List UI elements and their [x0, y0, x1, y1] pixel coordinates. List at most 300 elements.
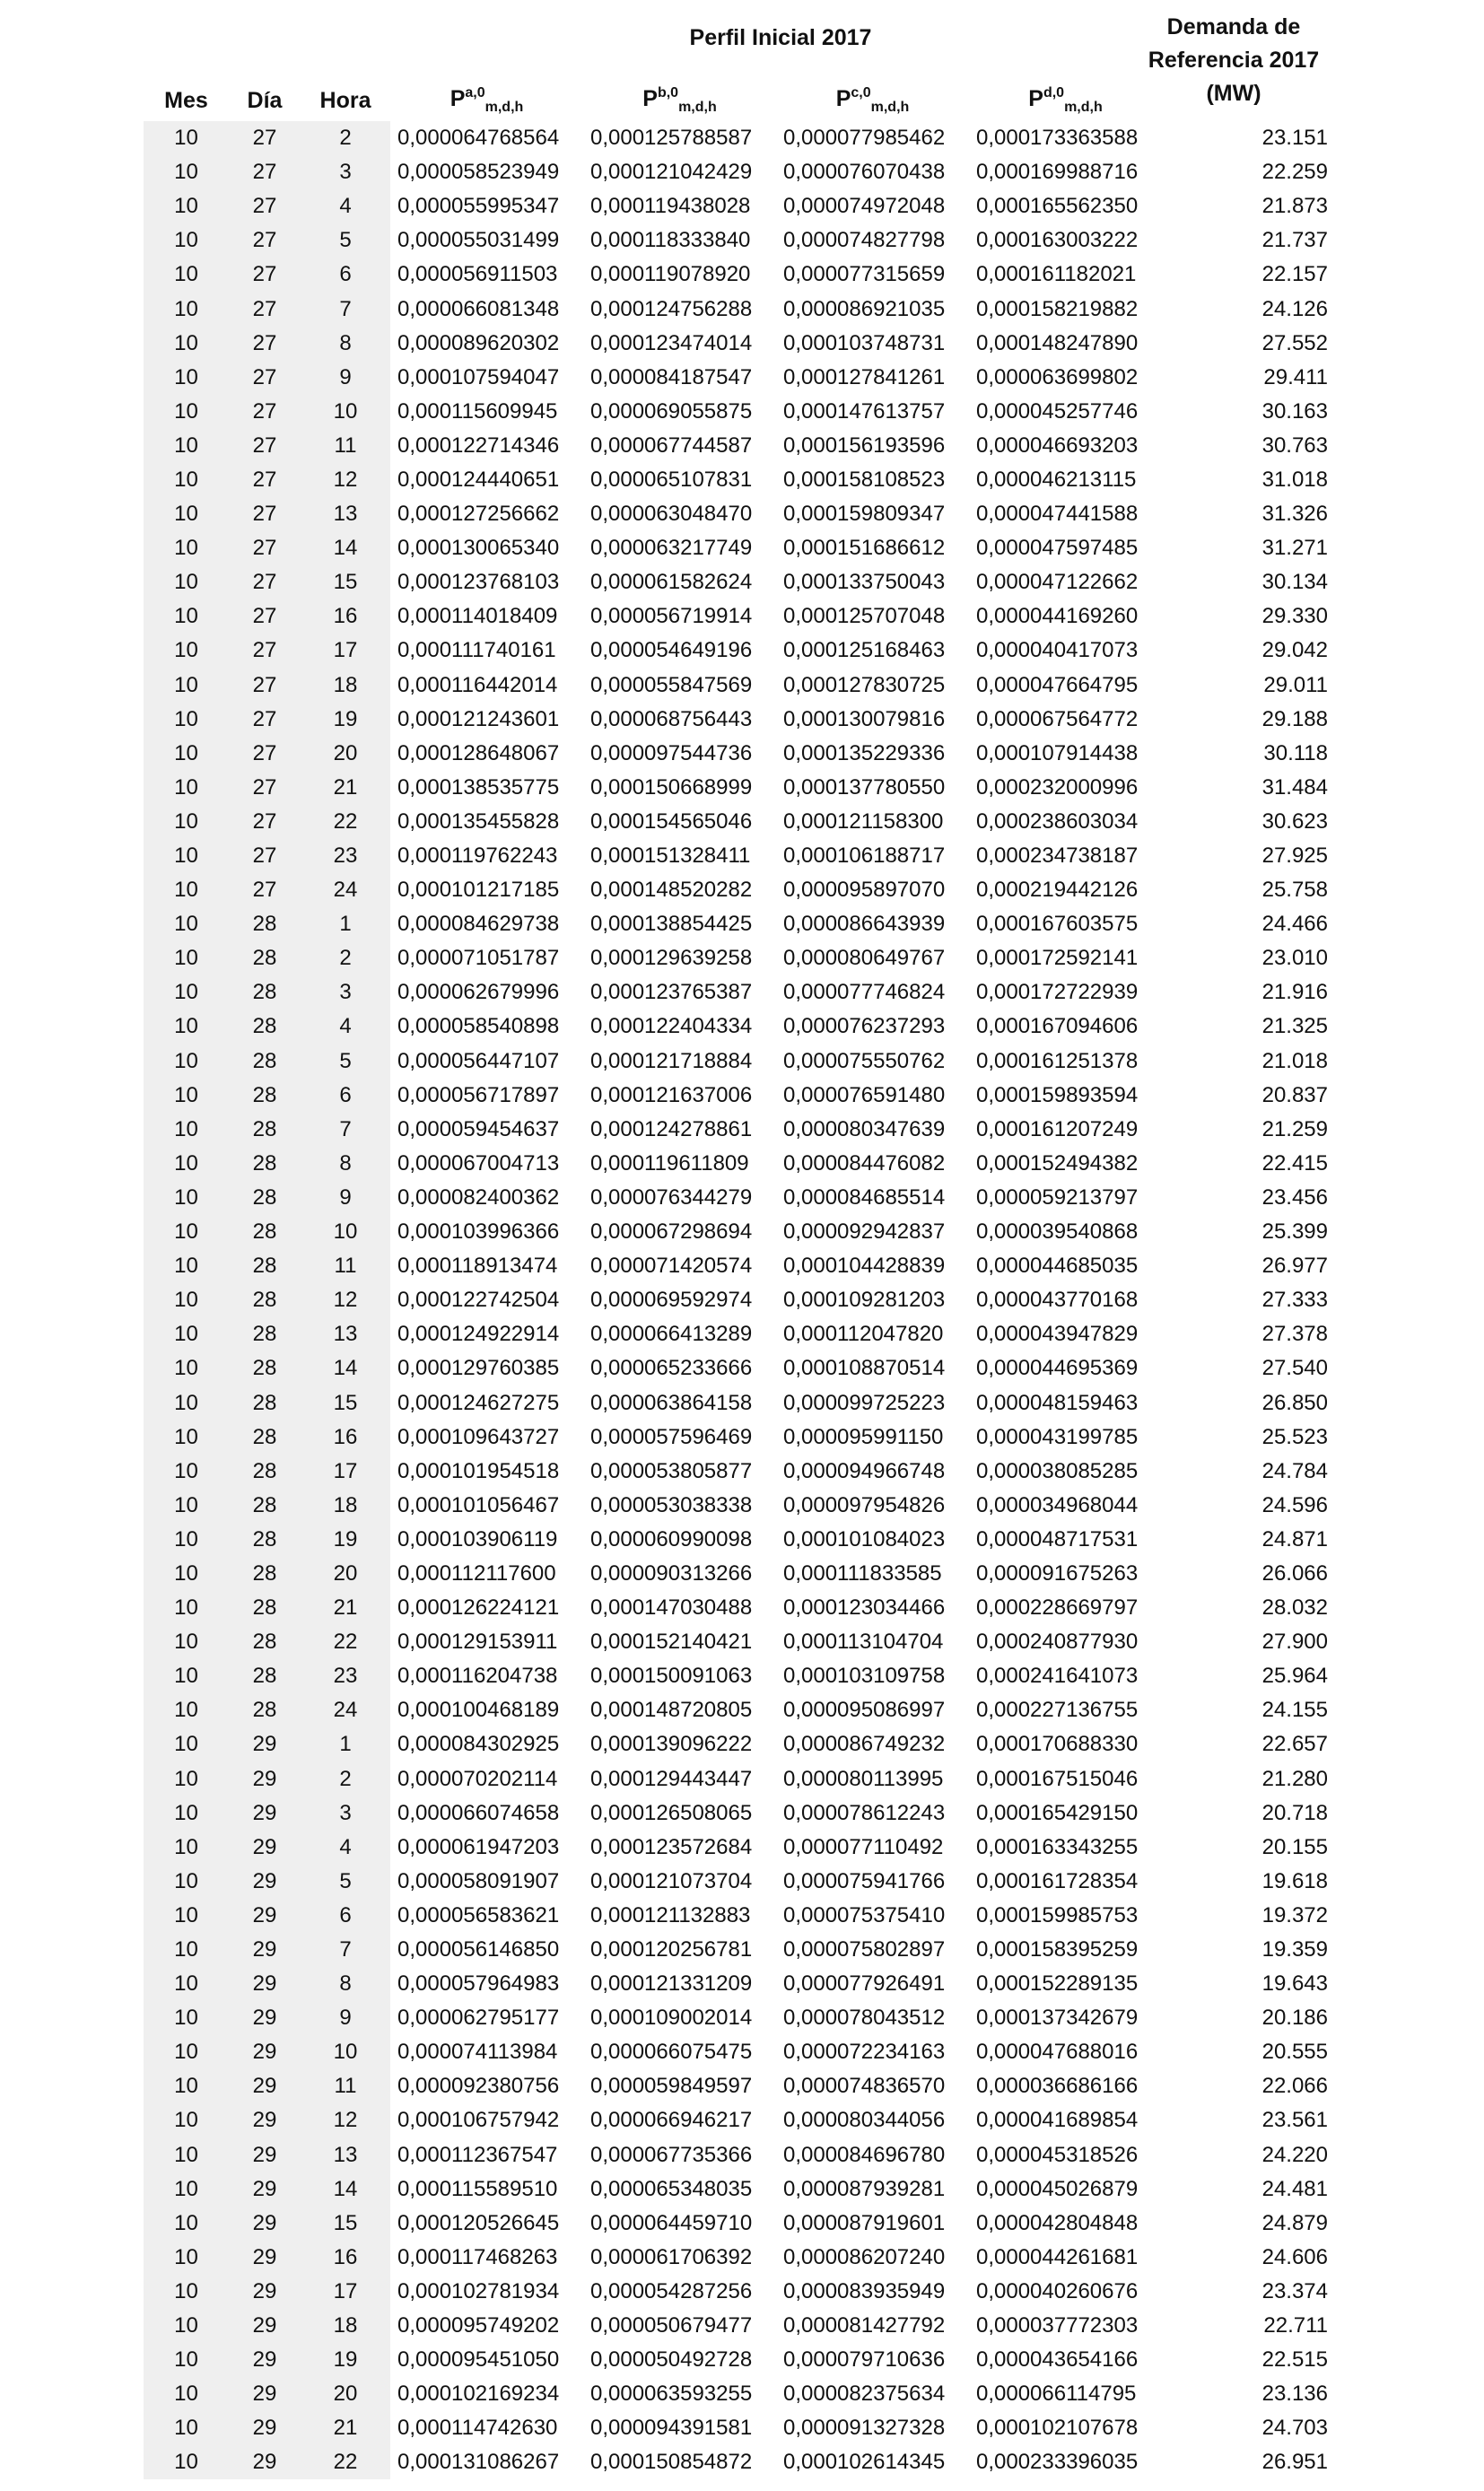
cell-hora: 10 [301, 1215, 390, 1249]
cell-pb: 0,000129639258 [590, 946, 753, 971]
cell-pb: 0,000121132883 [590, 1902, 751, 1927]
cell-hora: 18 [301, 2309, 390, 2343]
cell-demand: 22.066 [1261, 2074, 1328, 2099]
cell-dia: 27 [229, 429, 301, 463]
cell-pc: 0,000095897070 [783, 878, 946, 903]
cell-dia: 29 [229, 2207, 301, 2241]
table-row [144, 1933, 1337, 1967]
table-row [144, 2207, 1337, 2241]
spreadsheet [144, 0, 1346, 2479]
cell-mes: 10 [144, 1796, 229, 1831]
cell-pb: 0,000124278861 [590, 1116, 753, 1141]
table-row [144, 1659, 1337, 1693]
cell-pd: 0,000228669797 [976, 1595, 1139, 1621]
table-row [144, 189, 1337, 223]
cell-pd: 0,000158395259 [976, 1937, 1139, 1962]
cell-demand: 21.873 [1261, 194, 1328, 219]
cell-pb: 0,000138854425 [590, 912, 753, 937]
cell-dia: 28 [229, 1044, 301, 1079]
cell-pc: 0,000078612243 [783, 1800, 946, 1825]
cell-pd: 0,000161728354 [976, 1868, 1139, 1893]
cell-pa: 0,000127256662 [397, 502, 560, 527]
cell-pb: 0,000124756288 [590, 296, 753, 321]
cell-demand: 23.374 [1261, 2278, 1328, 2303]
cell-dia: 29 [229, 1933, 301, 1967]
profile-title: Perfil Inicial 2017 [689, 25, 872, 50]
cell-demand: 24.126 [1261, 296, 1328, 321]
cell-pa: 0,000116204738 [397, 1664, 558, 1689]
cell-pd: 0,000067564772 [976, 706, 1139, 731]
cell-pa: 0,000067004713 [397, 1150, 560, 1176]
cell-hora: 17 [301, 2275, 390, 2309]
table-row [144, 1727, 1337, 1761]
cell-pa: 0,000117468263 [397, 2244, 558, 2269]
cell-pb: 0,000053805877 [590, 1458, 753, 1483]
table-row [144, 2001, 1337, 2035]
cell-pd: 0,000232000996 [976, 774, 1139, 800]
cell-pd: 0,000045026879 [976, 2176, 1139, 2201]
col-header-hora: Hora [319, 88, 371, 113]
cell-pa: 0,000056146850 [397, 1937, 560, 1962]
cell-hora: 15 [301, 565, 390, 599]
table-row [144, 599, 1337, 634]
cell-dia: 27 [229, 223, 301, 258]
cell-pc: 0,000077110492 [783, 1834, 944, 1859]
cell-demand: 24.879 [1261, 2210, 1328, 2235]
cell-dia: 27 [229, 361, 301, 395]
cell-pb: 0,000119438028 [590, 194, 751, 219]
table-row [144, 121, 1337, 155]
table-row [144, 1899, 1337, 1933]
cell-pc: 0,000077926491 [783, 1971, 946, 1997]
cell-pc: 0,000109281203 [783, 1288, 946, 1313]
cell-pc: 0,000080344056 [783, 2108, 946, 2133]
cell-demand: 29.042 [1261, 638, 1328, 663]
cell-pd: 0,000048717531 [976, 1526, 1139, 1551]
cell-hora: 3 [301, 1796, 390, 1831]
cell-pc: 0,000147613757 [783, 398, 946, 424]
cell-pc: 0,000156193596 [783, 433, 946, 458]
cell-demand: 24.155 [1261, 1698, 1328, 1723]
cell-pc: 0,000087939281 [783, 2176, 946, 2201]
cell-pd: 0,000043947829 [976, 1322, 1139, 1347]
table-row [144, 429, 1337, 463]
cell-demand: 21.325 [1261, 1014, 1328, 1039]
cell-hora: 7 [301, 292, 390, 326]
cell-dia: 29 [229, 2309, 301, 2343]
table-row [144, 1079, 1337, 1113]
cell-pc: 0,000076070438 [783, 160, 946, 185]
cell-demand: 21.259 [1261, 1116, 1328, 1141]
cell-pc: 0,000151686612 [783, 536, 946, 561]
cell-mes: 10 [144, 839, 229, 873]
cell-pb: 0,000067298694 [590, 1219, 753, 1245]
cell-hora: 14 [301, 2172, 390, 2207]
table-row [144, 1113, 1337, 1147]
cell-hora: 12 [301, 2103, 390, 2137]
cell-mes: 10 [144, 2445, 229, 2479]
cell-hora: 21 [301, 2411, 390, 2445]
cell-pa: 0,000066081348 [397, 296, 560, 321]
cell-mes: 10 [144, 2138, 229, 2172]
cell-pd: 0,000045318526 [976, 2142, 1139, 2167]
cell-hora: 7 [301, 1113, 390, 1147]
cell-demand: 24.481 [1261, 2176, 1328, 2201]
cell-pa: 0,000095749202 [397, 2313, 560, 2338]
cell-pd: 0,000173363588 [976, 126, 1139, 151]
cell-pd: 0,000163343255 [976, 1834, 1139, 1859]
cell-mes: 10 [144, 805, 229, 839]
cell-pd: 0,000046693203 [976, 433, 1139, 458]
cell-mes: 10 [144, 1933, 229, 1967]
table-row [144, 2275, 1337, 2309]
cell-pc: 0,000092942837 [783, 1219, 946, 1245]
cell-mes: 10 [144, 1693, 229, 1727]
cell-demand: 25.523 [1261, 1424, 1328, 1449]
cell-pb: 0,000125788587 [590, 126, 753, 151]
cell-pc: 0,000133750043 [783, 570, 946, 595]
cell-mes: 10 [144, 2103, 229, 2137]
cell-hora: 14 [301, 531, 390, 565]
cell-pa: 0,000102169234 [397, 2382, 560, 2407]
cell-pa: 0,000126224121 [397, 1595, 560, 1621]
table-row [144, 1625, 1337, 1659]
cell-pd: 0,000152289135 [976, 1971, 1139, 1997]
cell-hora: 4 [301, 1010, 390, 1044]
cell-mes: 10 [144, 873, 229, 907]
cell-hora: 12 [301, 463, 390, 497]
cell-pb: 0,000065233666 [590, 1356, 753, 1381]
table-row [144, 258, 1337, 292]
cell-mes: 10 [144, 155, 229, 189]
table-row [144, 1455, 1337, 1489]
cell-dia: 27 [229, 189, 301, 223]
cell-pc: 0,000072234163 [783, 2040, 946, 2065]
cell-pa: 0,000084302925 [397, 1732, 560, 1757]
cell-pa: 0,000059454637 [397, 1116, 560, 1141]
col-header-pb: P$^{b,0}_{m,d,h}$ [642, 85, 717, 115]
cell-pd: 0,000043199785 [976, 1424, 1139, 1449]
cell-dia: 29 [229, 2001, 301, 2035]
cell-pb: 0,000147030488 [590, 1595, 753, 1621]
cell-demand: 24.606 [1261, 2244, 1328, 2269]
cell-hora: 21 [301, 1591, 390, 1625]
cell-pd: 0,000238603034 [976, 808, 1139, 834]
cell-mes: 10 [144, 2411, 229, 2445]
cell-pa: 0,000071051787 [397, 946, 560, 971]
cell-pd: 0,000043770168 [976, 1288, 1139, 1313]
cell-pa: 0,000129760385 [397, 1356, 560, 1381]
cell-dia: 27 [229, 121, 301, 155]
cell-pc: 0,000113104704 [783, 1630, 944, 1655]
cell-pb: 0,000053038338 [590, 1492, 753, 1517]
table-row [144, 327, 1337, 361]
cell-mes: 10 [144, 395, 229, 429]
cell-pc: 0,000084476082 [783, 1150, 946, 1176]
cell-hora: 3 [301, 975, 390, 1010]
cell-pa: 0,000103996366 [397, 1219, 560, 1245]
cell-pc: 0,000086749232 [783, 1732, 946, 1757]
cell-dia: 29 [229, 2172, 301, 2207]
cell-dia: 29 [229, 1967, 301, 2001]
cell-demand: 30.623 [1261, 808, 1328, 834]
cell-pc: 0,000075802897 [783, 1937, 946, 1962]
cell-pd: 0,000040260676 [976, 2278, 1139, 2303]
cell-hora: 19 [301, 1523, 390, 1557]
cell-hora: 21 [301, 771, 390, 805]
cell-pb: 0,000066946217 [590, 2108, 753, 2133]
cell-dia: 28 [229, 1010, 301, 1044]
cell-dia: 28 [229, 1557, 301, 1591]
cell-hora: 8 [301, 1967, 390, 2001]
cell-dia: 28 [229, 1385, 301, 1420]
table-row [144, 463, 1337, 497]
cell-pc: 0,000101084023 [783, 1526, 946, 1551]
data-table [144, 121, 1337, 2479]
cell-pc: 0,000076237293 [783, 1014, 946, 1039]
cell-mes: 10 [144, 599, 229, 634]
cell-mes: 10 [144, 1283, 229, 1317]
cell-pb: 0,000055847569 [590, 672, 753, 697]
cell-pc: 0,000108870514 [783, 1356, 946, 1381]
cell-demand: 29.411 [1263, 364, 1328, 389]
cell-mes: 10 [144, 1010, 229, 1044]
table-row [144, 634, 1337, 668]
cell-pa: 0,000130065340 [397, 536, 560, 561]
cell-demand: 24.466 [1261, 912, 1328, 937]
cell-dia: 27 [229, 771, 301, 805]
cell-hora: 16 [301, 599, 390, 634]
cell-hora: 20 [301, 737, 390, 771]
cell-hora: 7 [301, 1933, 390, 1967]
cell-pc: 0,000074827798 [783, 228, 946, 253]
table-row [144, 1796, 1337, 1831]
table-row [144, 1762, 1337, 1796]
cell-pc: 0,000087919601 [783, 2210, 946, 2235]
cell-pa: 0,000058540898 [397, 1014, 560, 1039]
cell-pd: 0,000045257746 [976, 398, 1139, 424]
cell-dia: 29 [229, 1762, 301, 1796]
cell-dia: 29 [229, 2035, 301, 2069]
cell-dia: 29 [229, 2138, 301, 2172]
table-row [144, 1317, 1337, 1351]
table-row [144, 2172, 1337, 2207]
cell-dia: 28 [229, 907, 301, 941]
cell-pc: 0,000079710636 [783, 2347, 946, 2373]
cell-demand: 19.643 [1261, 1971, 1328, 1997]
cell-pc: 0,000075550762 [783, 1048, 946, 1073]
cell-pa: 0,000124440651 [397, 467, 560, 492]
cell-hora: 20 [301, 1557, 390, 1591]
cell-dia: 29 [229, 2241, 301, 2275]
table-row [144, 1044, 1337, 1079]
cell-dia: 28 [229, 1113, 301, 1147]
cell-mes: 10 [144, 1079, 229, 1113]
table-row [144, 1147, 1337, 1181]
cell-pa: 0,000056583621 [397, 1902, 560, 1927]
cell-dia: 28 [229, 1351, 301, 1385]
cell-pb: 0,000064459710 [590, 2210, 753, 2235]
cell-mes: 10 [144, 1249, 229, 1283]
cell-pa: 0,000122742504 [397, 1288, 560, 1313]
cell-pa: 0,000055995347 [397, 194, 560, 219]
table-row [144, 1967, 1337, 2001]
cell-pc: 0,000106188717 [783, 843, 946, 869]
cell-dia: 28 [229, 1181, 301, 1215]
cell-dia: 27 [229, 634, 301, 668]
cell-hora: 9 [301, 361, 390, 395]
cell-pb: 0,000069592974 [590, 1288, 753, 1313]
cell-pb: 0,000152140421 [590, 1630, 753, 1655]
cell-mes: 10 [144, 1557, 229, 1591]
cell-demand: 30.763 [1261, 433, 1328, 458]
cell-demand: 31.018 [1261, 467, 1328, 492]
cell-pd: 0,000219442126 [976, 878, 1139, 903]
cell-pa: 0,000109643727 [397, 1424, 560, 1449]
cell-dia: 27 [229, 805, 301, 839]
cell-demand: 24.784 [1261, 1458, 1328, 1483]
cell-mes: 10 [144, 2275, 229, 2309]
cell-hora: 19 [301, 703, 390, 737]
cell-demand: 20.155 [1261, 1834, 1328, 1859]
cell-hora: 6 [301, 1899, 390, 1933]
cell-pd: 0,000159985753 [976, 1902, 1139, 1927]
cell-dia: 29 [229, 1865, 301, 1899]
cell-demand: 30.134 [1261, 570, 1328, 595]
table-row [144, 1693, 1337, 1727]
cell-demand: 21.737 [1261, 228, 1328, 253]
cell-pb: 0,000068756443 [590, 706, 753, 731]
cell-dia: 28 [229, 1625, 301, 1659]
cell-pb: 0,000066413289 [590, 1322, 753, 1347]
cell-demand: 30.118 [1263, 740, 1328, 765]
table-row [144, 1351, 1337, 1385]
cell-dia: 28 [229, 1591, 301, 1625]
cell-pb: 0,000061582624 [590, 570, 753, 595]
cell-pa: 0,000121243601 [397, 706, 560, 731]
cell-pd: 0,000041689854 [976, 2108, 1139, 2133]
cell-pb: 0,000148520282 [590, 878, 753, 903]
cell-demand: 27.552 [1261, 330, 1328, 355]
cell-dia: 27 [229, 599, 301, 634]
table-row [144, 2377, 1337, 2411]
cell-demand: 26.066 [1261, 1560, 1328, 1586]
cell-hora: 3 [301, 155, 390, 189]
cell-hora: 5 [301, 223, 390, 258]
cell-pc: 0,000159809347 [783, 502, 946, 527]
cell-pb: 0,000109002014 [590, 2006, 753, 2031]
cell-pc: 0,000097954826 [783, 1492, 946, 1517]
cell-mes: 10 [144, 2309, 229, 2343]
cell-pa: 0,000062679996 [397, 980, 560, 1005]
cell-pd: 0,000037772303 [976, 2313, 1139, 2338]
cell-pc: 0,000075375410 [783, 1902, 946, 1927]
table-row [144, 2309, 1337, 2343]
cell-mes: 10 [144, 669, 229, 703]
cell-pc: 0,000077315659 [783, 262, 946, 287]
cell-pb: 0,000090313266 [590, 1560, 753, 1586]
cell-pb: 0,000123474014 [590, 330, 753, 355]
cell-pc: 0,000086643939 [783, 912, 946, 937]
cell-hora: 14 [301, 1351, 390, 1385]
cell-dia: 27 [229, 703, 301, 737]
cell-pd: 0,000102107678 [976, 2416, 1139, 2441]
cell-dia: 27 [229, 565, 301, 599]
cell-mes: 10 [144, 565, 229, 599]
cell-pc: 0,000123034466 [783, 1595, 946, 1621]
cell-hora: 23 [301, 839, 390, 873]
cell-pb: 0,000063217749 [590, 536, 753, 561]
cell-dia: 27 [229, 258, 301, 292]
cell-dia: 29 [229, 2445, 301, 2479]
cell-demand: 26.850 [1261, 1390, 1328, 1415]
cell-hora: 6 [301, 1079, 390, 1113]
cell-pa: 0,000103906119 [397, 1526, 558, 1551]
cell-pd: 0,000169988716 [976, 160, 1139, 185]
cell-pc: 0,000127830725 [783, 672, 946, 697]
cell-hora: 18 [301, 669, 390, 703]
cell-mes: 10 [144, 1625, 229, 1659]
cell-hora: 23 [301, 1659, 390, 1693]
cell-pb: 0,000063048470 [590, 502, 753, 527]
cell-pb: 0,000084187547 [590, 364, 753, 389]
cell-mes: 10 [144, 1147, 229, 1181]
cell-demand: 24.871 [1261, 1526, 1328, 1551]
cell-pd: 0,000152494382 [976, 1150, 1139, 1176]
cell-demand: 24.596 [1261, 1492, 1328, 1517]
cell-pb: 0,000067735366 [590, 2142, 753, 2167]
cell-pd: 0,000170688330 [976, 1732, 1139, 1757]
cell-demand: 22.415 [1261, 1150, 1328, 1176]
cell-pd: 0,000044695369 [976, 1356, 1139, 1381]
cell-dia: 29 [229, 1831, 301, 1865]
cell-pc: 0,000158108523 [783, 467, 946, 492]
cell-hora: 16 [301, 2241, 390, 2275]
cell-pb: 0,000094391581 [590, 2416, 753, 2441]
table-row [144, 1831, 1337, 1865]
cell-pa: 0,000101056467 [397, 1492, 560, 1517]
cell-pd: 0,000044261681 [976, 2244, 1139, 2269]
cell-dia: 28 [229, 975, 301, 1010]
cell-demand: 25.399 [1261, 1219, 1328, 1245]
cell-pb: 0,000065107831 [590, 467, 753, 492]
cell-dia: 29 [229, 2377, 301, 2411]
cell-pc: 0,000112047820 [783, 1322, 944, 1347]
cell-pc: 0,000077985462 [783, 126, 946, 151]
cell-mes: 10 [144, 1762, 229, 1796]
cell-demand: 24.703 [1261, 2416, 1328, 2441]
cell-dia: 27 [229, 155, 301, 189]
cell-pc: 0,000135229336 [783, 740, 946, 765]
cell-pc: 0,000127841261 [783, 364, 946, 389]
cell-pa: 0,000106757942 [397, 2108, 560, 2133]
cell-pb: 0,000123572684 [590, 1834, 753, 1859]
cell-pb: 0,000151328411 [590, 843, 751, 869]
cell-pa: 0,000111740161 [397, 638, 556, 663]
cell-mes: 10 [144, 2343, 229, 2377]
cell-pa: 0,000116442014 [397, 672, 558, 697]
cell-mes: 10 [144, 1659, 229, 1693]
cell-pd: 0,000044685035 [976, 1254, 1139, 1279]
cell-demand: 19.372 [1261, 1902, 1328, 1927]
cell-pd: 0,000047688016 [976, 2040, 1139, 2065]
cell-hora: 8 [301, 327, 390, 361]
cell-demand: 20.186 [1261, 2006, 1328, 2031]
cell-pd: 0,000159893594 [976, 1082, 1139, 1107]
cell-demand: 24.220 [1261, 2142, 1328, 2167]
table-row [144, 805, 1337, 839]
cell-hora: 2 [301, 941, 390, 975]
